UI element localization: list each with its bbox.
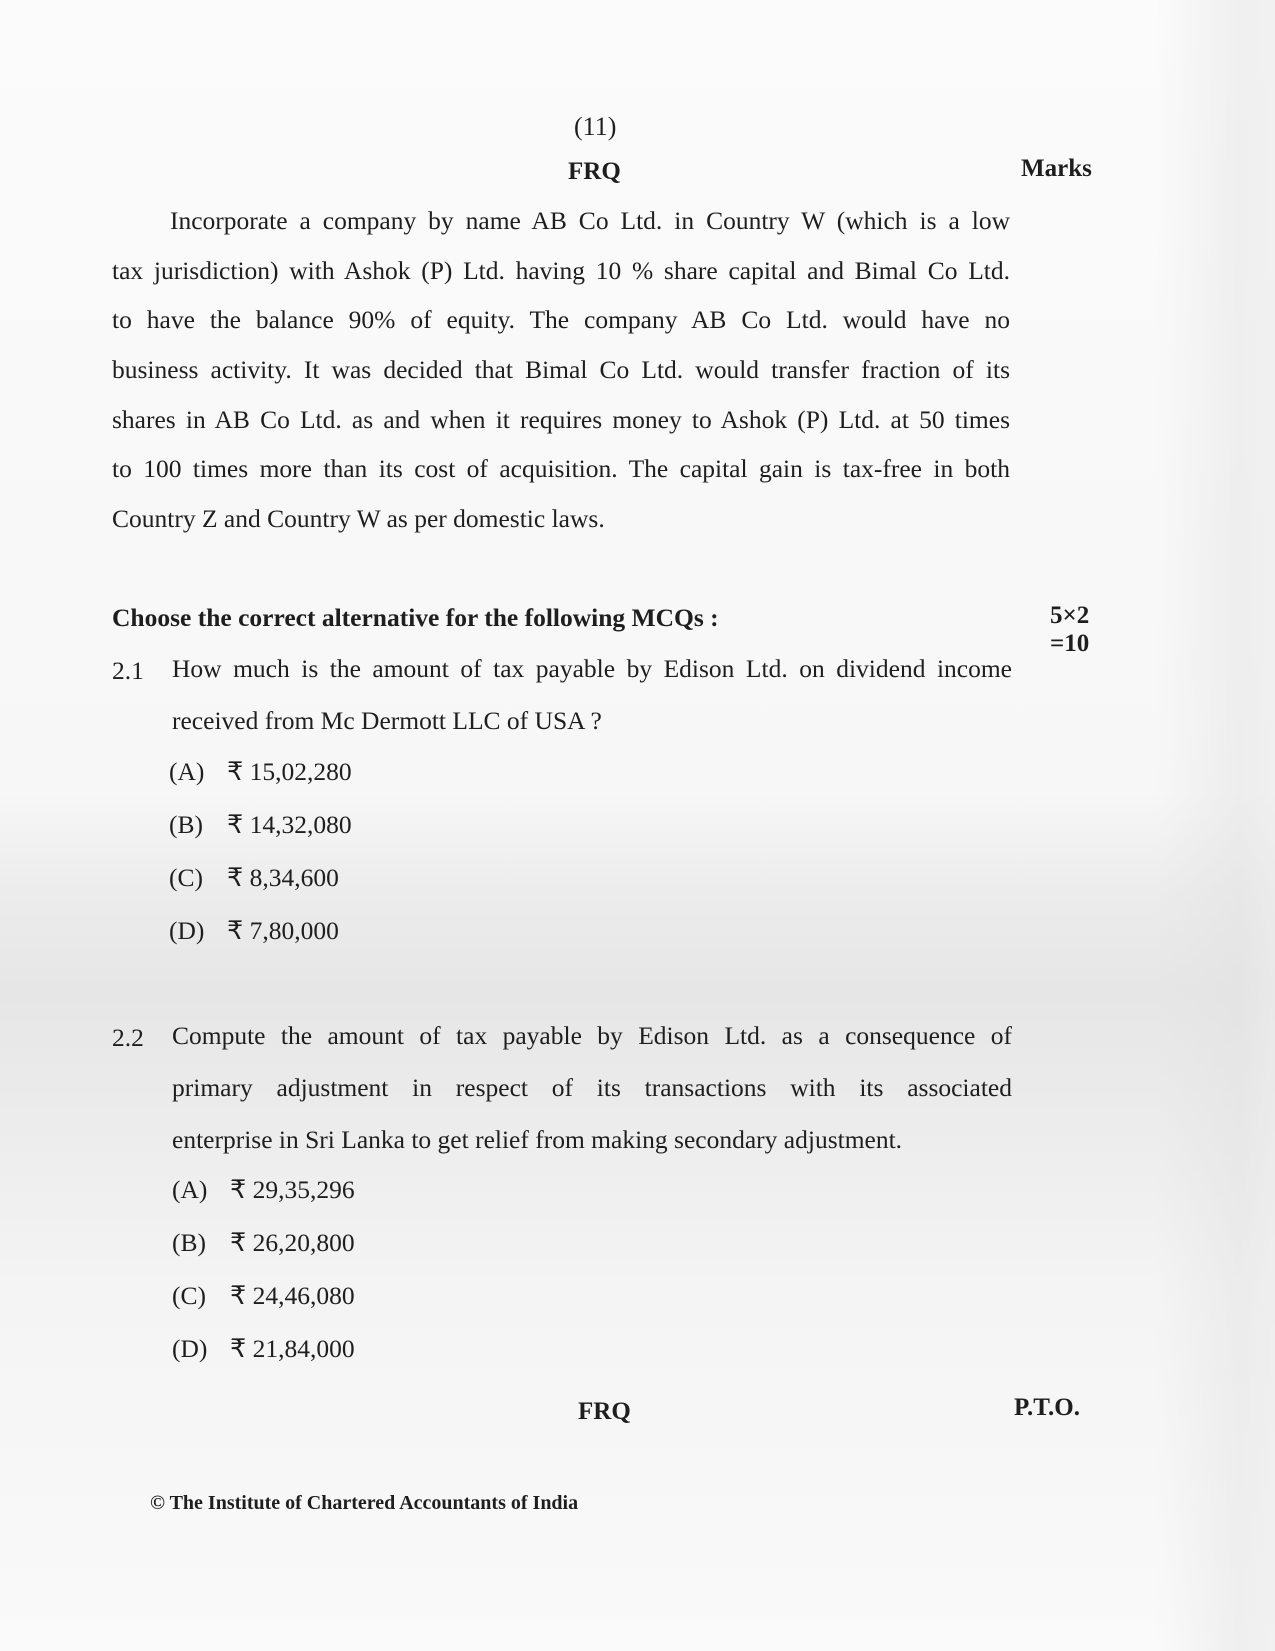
option-label: (A) (169, 757, 205, 786)
question-line: Compute the amount of tax payable by Edison Ltd. as a consequence of (172, 1021, 1012, 1050)
mcq-section-heading: Choose the correct alternative for the following MCQs : (112, 603, 719, 632)
option-value: ₹ 26,20,800 (230, 1228, 355, 1257)
paragraph-line: Incorporate a company by name AB Co Ltd. in Country W (which is a low (170, 206, 1010, 235)
option-c (169, 863, 339, 893)
question-line: primary adjustment in respect of its transactions with its associated (172, 1073, 1012, 1102)
mcq-marks-total: =10 (1050, 630, 1090, 657)
option-label: (B) (172, 1228, 206, 1257)
option-a (169, 757, 352, 787)
paragraph-line: Country Z and Country W as per domestic laws. (112, 504, 605, 534)
option-label: (D) (169, 916, 205, 945)
option-value: ₹ 15,02,280 (227, 757, 352, 786)
option-label: (D) (172, 1334, 208, 1363)
question-number: 2.1 (112, 656, 144, 685)
copyright-notice: © The Institute of Chartered Accountants of India (150, 1492, 579, 1514)
question-number: 2.2 (112, 1023, 144, 1052)
page-number: (11) (574, 112, 617, 141)
frq-footer-label: FRQ (578, 1398, 631, 1425)
paragraph-line: business activity. It was decided that Bimal Co Ltd. would transfer fraction of its (112, 355, 1010, 385)
paragraph-line: shares in AB Co Ltd. as and when it requires money to Ashok (P) Ltd. at 50 times (112, 404, 1010, 434)
mcq-marks (1050, 602, 1089, 658)
question-line: enterprise in Sri Lanka to get relief from making secondary adjustment. (172, 1125, 903, 1154)
question-text (172, 1010, 1012, 1166)
marks-header: Marks (1021, 155, 1092, 182)
option-value: ₹ 21,84,000 (230, 1334, 355, 1363)
frq-header-label: FRQ (568, 158, 621, 185)
option-value: ₹ 24,46,080 (230, 1281, 355, 1310)
option-value: ₹ 14,32,080 (227, 810, 352, 839)
option-label: (A) (172, 1175, 208, 1204)
option-c (172, 1281, 355, 1311)
paragraph-line: to 100 times more than its cost of acquisition. The capital gain is tax-free in both (112, 454, 1010, 484)
question-text (172, 643, 1012, 747)
option-label: (C) (169, 863, 203, 892)
option-b (169, 810, 352, 840)
pto-label: P.T.O. (1014, 1394, 1080, 1421)
case-paragraph (112, 196, 1010, 544)
option-value: ₹ 8,34,600 (227, 863, 339, 892)
paragraph-line: to have the balance 90% of equity. The company AB Co Ltd. would have no (112, 305, 1010, 335)
option-a (172, 1175, 355, 1205)
mcq-marks-line: 5×2 (1050, 602, 1090, 629)
option-value: ₹ 7,80,000 (227, 916, 339, 945)
option-label: (B) (169, 810, 203, 839)
option-label: (C) (172, 1281, 206, 1310)
option-d (169, 916, 339, 946)
paragraph-line: tax jurisdiction) with Ashok (P) Ltd. having 10 % share capital and Bimal Co Ltd. (112, 255, 1010, 285)
option-b (172, 1228, 355, 1258)
option-value: ₹ 29,35,296 (230, 1175, 355, 1204)
question-line: received from Mc Dermott LLC of USA ? (172, 706, 602, 735)
scan-edge-shadow (1155, 0, 1275, 1651)
option-d (172, 1334, 355, 1364)
question-line: How much is the amount of tax payable by Edison Ltd. on dividend income (172, 654, 1012, 683)
